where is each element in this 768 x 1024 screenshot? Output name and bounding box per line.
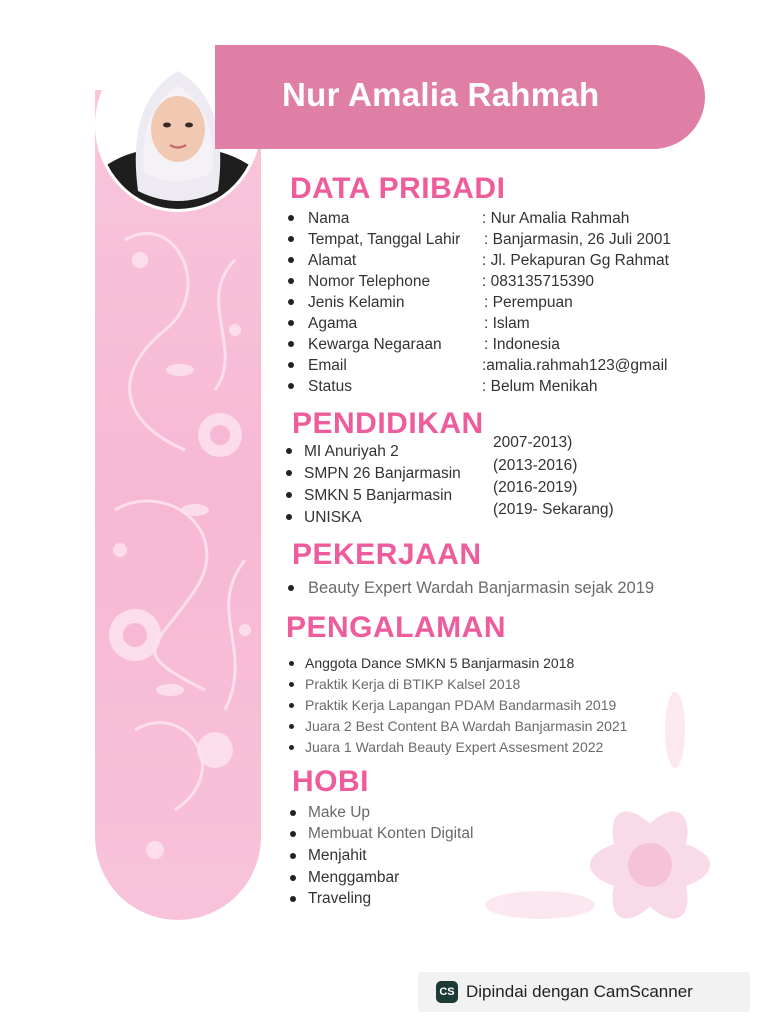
bullet [290, 810, 296, 816]
hobby-item: Menjahit [308, 847, 367, 864]
bullet [286, 514, 292, 520]
section-title-pendidikan: PENDIDIKAN [292, 407, 484, 440]
data-label: Status [308, 378, 352, 395]
data-value: : Indonesia [484, 336, 560, 353]
floral-ornament [95, 90, 261, 920]
bullet [288, 257, 294, 263]
hobby-item: Menggambar [308, 869, 400, 886]
candidate-name: Nur Amalia Rahmah [282, 76, 600, 113]
camscanner-icon: CS [436, 981, 458, 1003]
bullet [289, 661, 294, 666]
camscanner-text: Dipindai dengan CamScanner [466, 982, 693, 1001]
bullet [288, 383, 294, 389]
experience-item: Praktik Kerja di BTIKP Kalsel 2018 [305, 676, 521, 692]
data-value: : Islam [484, 315, 530, 332]
data-value: : Perempuan [484, 294, 573, 311]
school-years: (2019- Sekarang) [493, 501, 614, 518]
data-value: : Jl. Pekapuran Gg Rahmat [482, 252, 669, 269]
school-years: 2007-2013) [493, 434, 573, 451]
bullet [288, 320, 294, 326]
school-name: UNISKA [304, 509, 362, 526]
bullet [288, 236, 294, 242]
experience-item: Praktik Kerja Lapangan PDAM Bandarmasih 2019 [305, 697, 617, 713]
bullet [288, 299, 294, 305]
data-value: : 083135715390 [482, 273, 595, 290]
bullet [288, 278, 294, 284]
data-value: : Banjarmasin, 26 Juli 2001 [484, 231, 671, 248]
bullet [290, 853, 296, 859]
bullet [288, 585, 294, 591]
data-label: Alamat [308, 252, 357, 269]
bullet [286, 470, 292, 476]
bullet [288, 341, 294, 347]
bullet [289, 682, 294, 687]
data-label: Tempat, Tanggal Lahir [308, 231, 461, 248]
section-title-pengalaman: PENGALAMAN [286, 611, 506, 644]
school-name: SMPN 26 Banjarmasin [304, 465, 461, 482]
bullet [286, 492, 292, 498]
data-label: Nama [308, 210, 350, 227]
school-name: SMKN 5 Banjarmasin [304, 487, 453, 504]
hobby-item: Make Up [308, 804, 371, 821]
data-label: Jenis Kelamin [308, 294, 405, 311]
data-label: Kewarga Negaraan [308, 336, 442, 353]
bullet [290, 875, 296, 881]
data-value: : Nur Amalia Rahmah [482, 210, 630, 227]
bullet [290, 831, 296, 837]
section-title-hobi: HOBI [292, 765, 369, 798]
job-item: Beauty Expert Wardah Banjarmasin sejak 2019 [308, 579, 655, 597]
bullet [289, 703, 294, 708]
data-value: : Belum Menikah [482, 378, 598, 395]
experience-item: Juara 1 Wardah Beauty Expert Assesment 2022 [305, 739, 604, 755]
data-label: Email [308, 357, 347, 374]
data-label: Nomor Telephone [308, 273, 431, 290]
data-label: Agama [308, 315, 358, 332]
bullet [290, 896, 296, 902]
experience-item: Juara 2 Best Content BA Wardah Banjarmasin 2021 [305, 718, 628, 734]
camscanner-watermark [418, 972, 750, 1012]
bullet [289, 724, 294, 729]
school-years: (2016-2019) [493, 479, 578, 496]
section-title-pekerjaan: PEKERJAAN [292, 538, 482, 571]
bullet [288, 362, 294, 368]
section-title-data-pribadi: DATA PRIBADI [290, 172, 506, 205]
data-value: :amalia.rahmah123@gmail [482, 357, 668, 374]
school-years: (2013-2016) [493, 457, 578, 474]
bullet [286, 448, 292, 454]
hobby-item: Membuat Konten Digital [308, 825, 474, 842]
experience-item: Anggota Dance SMKN 5 Banjarmasin 2018 [305, 655, 575, 671]
bullet [289, 745, 294, 750]
school-name: MI Anuriyah 2 [304, 443, 399, 460]
decorative-column [95, 90, 261, 920]
hobby-item: Traveling [308, 890, 372, 907]
bullet [288, 215, 294, 221]
